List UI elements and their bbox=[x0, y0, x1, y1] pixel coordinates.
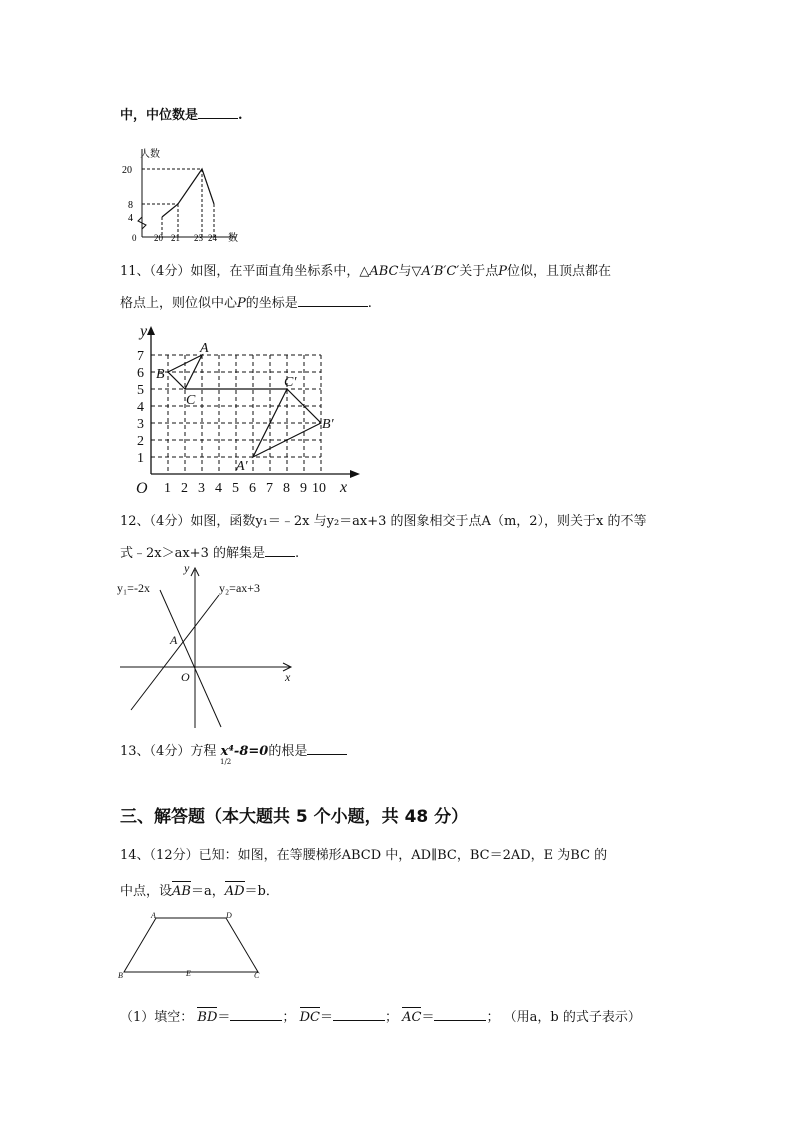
q14-sep-3: ； bbox=[486, 1010, 500, 1025]
q10-tail-end: . bbox=[238, 108, 243, 123]
q11-label-b: B bbox=[156, 367, 165, 382]
q12-end: . bbox=[294, 546, 300, 561]
q11-origin: O bbox=[136, 480, 148, 497]
q14-vec-ab: AB bbox=[172, 884, 191, 899]
q14-vec-ad: AD bbox=[224, 884, 245, 899]
q11-xtick-1: 1 bbox=[164, 481, 171, 496]
q11-number: 11、（4分） bbox=[120, 264, 191, 279]
q14-label-b: B bbox=[118, 971, 123, 980]
q11-line1 bbox=[120, 260, 611, 279]
q14-trapezoid-figure bbox=[118, 910, 268, 980]
q12-x-label: x bbox=[285, 670, 291, 684]
q10-ytick-4: 4 bbox=[128, 213, 133, 224]
q11-ytick-4: 4 bbox=[137, 400, 144, 415]
q14-line1 bbox=[120, 844, 607, 863]
q11-xtick-10: 10 bbox=[312, 481, 326, 496]
q13-answer-blank[interactable] bbox=[307, 742, 347, 755]
q10-xtick-20: 20 bbox=[154, 233, 163, 243]
q12-line-y1 bbox=[160, 590, 221, 727]
q11-xtick-8: 8 bbox=[283, 481, 290, 496]
q12-label-y1: y₁=-2x bbox=[117, 581, 150, 595]
q11-text-6: 的坐标是 bbox=[245, 296, 298, 311]
q14-text-1: 已知：如图，在等腰梯形ABCD 中，AD∥BC，BC＝2AD，E 为BC 的 bbox=[198, 848, 608, 863]
section-3-title: 三、解答题（本大题共 5 个小题，共 48 分） bbox=[120, 807, 469, 827]
q11-tri2: ▽A′B′C′ bbox=[411, 264, 460, 279]
q12-function-graph bbox=[115, 562, 305, 732]
q12-y-label: y bbox=[184, 561, 190, 575]
q10-answer-blank[interactable] bbox=[198, 106, 238, 119]
q14-blank-dc[interactable] bbox=[333, 1008, 385, 1021]
q14-blank-bd[interactable] bbox=[230, 1008, 282, 1021]
q11-ytick-2: 2 bbox=[137, 434, 144, 449]
q14-vec-ac: AC bbox=[402, 1010, 422, 1025]
q10-line-chart bbox=[120, 145, 250, 245]
q11-line2 bbox=[120, 292, 372, 311]
q14-vec-bd: BD bbox=[197, 1010, 218, 1025]
q14-trapezoid bbox=[124, 918, 258, 972]
q10-xtick-24: 24 bbox=[208, 233, 217, 243]
q14-part1-label: （1）填空： bbox=[120, 1010, 194, 1025]
q11-text-1: 如图，在平面直角坐标系中， bbox=[190, 264, 360, 279]
q11-label-c2: C′ bbox=[284, 375, 297, 390]
q12-answer-blank[interactable] bbox=[265, 544, 295, 557]
q14-label-e: E bbox=[186, 969, 191, 978]
q14-hint: （用a，b 的式子表示） bbox=[503, 1010, 641, 1025]
q14-eq-a: ＝a， bbox=[190, 884, 225, 899]
q11-x-label: x bbox=[340, 479, 348, 496]
q11-text-5: 格点上，则位似中心 bbox=[120, 296, 238, 311]
q11-coordinate-grid bbox=[128, 322, 368, 497]
q11-tri1: △ABC bbox=[359, 264, 399, 279]
q11-p2: P bbox=[237, 296, 246, 311]
q10-data-line bbox=[162, 169, 214, 217]
q12-number: 12、（4分） bbox=[120, 514, 191, 529]
q11-text-2: 与 bbox=[398, 264, 412, 279]
q11-ytick-5: 5 bbox=[137, 383, 144, 398]
q11-label-c: C bbox=[186, 393, 196, 408]
q10-y-label: 人数 bbox=[140, 149, 160, 160]
q14-label-a: A bbox=[151, 911, 156, 920]
q11-xtick-9: 9 bbox=[300, 481, 307, 496]
q11-answer-blank[interactable] bbox=[298, 294, 368, 307]
q14-eq-3: ＝ bbox=[421, 1010, 435, 1025]
q14-eq-b: ＝b． bbox=[244, 884, 279, 899]
q12-origin: O bbox=[181, 670, 190, 684]
q11-xtick-3: 3 bbox=[198, 481, 205, 496]
q10-x-label: 数 bbox=[228, 233, 238, 244]
q11-text-3: 关于点 bbox=[459, 264, 499, 279]
q11-text-4: 位似，且顶点都在 bbox=[507, 264, 612, 279]
q10-origin: 0 bbox=[132, 233, 137, 243]
q14-part1-line bbox=[120, 1006, 641, 1025]
q13-equation: x⁴-8=0 bbox=[220, 744, 269, 759]
q11-xtick-7: 7 bbox=[266, 481, 273, 496]
q13-text: 方程 bbox=[190, 744, 217, 759]
q12-text-2: 式﹣2x＞ax+3 的解集是 bbox=[120, 546, 265, 561]
q14-blank-ac[interactable] bbox=[434, 1008, 486, 1021]
q11-xtick-6: 6 bbox=[249, 481, 256, 496]
q10-xtick-21: 21 bbox=[171, 233, 180, 243]
q14-sep-1: ； bbox=[282, 1010, 296, 1025]
q10-ytick-8: 8 bbox=[128, 200, 133, 211]
q10-ytick-20: 20 bbox=[122, 165, 132, 176]
q11-p: P bbox=[498, 264, 508, 279]
q12-label-a: A bbox=[170, 633, 178, 647]
q11-ytick-1: 1 bbox=[137, 451, 144, 466]
q11-xtick-4: 4 bbox=[215, 481, 222, 496]
q11-ytick-3: 3 bbox=[137, 417, 144, 432]
q12-line1 bbox=[120, 510, 647, 529]
q12-line2 bbox=[120, 542, 299, 561]
q13-text-end: 的根是 bbox=[268, 744, 308, 759]
q10-tail-line bbox=[120, 104, 243, 123]
q14-label-c: C bbox=[254, 971, 260, 980]
q14-eq-2: ＝ bbox=[319, 1010, 333, 1025]
q11-label-a: A bbox=[200, 341, 209, 356]
q10-xtick-23: 23 bbox=[194, 233, 203, 243]
q11-ytick-6: 6 bbox=[137, 366, 144, 381]
q14-label-d: D bbox=[226, 911, 232, 920]
q12-text-1: 如图，函数y₁＝﹣2x 与y₂＝ax+3 的图象相交于点A（m，2），则关于x 的不等 bbox=[190, 514, 647, 529]
q11-label-b2: B′ bbox=[322, 417, 334, 432]
q13-fraction: 1/2 bbox=[220, 758, 232, 766]
q14-line2 bbox=[120, 880, 279, 899]
q11-y-label: y bbox=[140, 323, 148, 340]
q14-vec-dc: DC bbox=[299, 1010, 320, 1025]
q13-line bbox=[120, 740, 347, 759]
q12-label-y2: y₂=ax+3 bbox=[219, 581, 261, 595]
q10-tail-text: 中，中位数是 bbox=[120, 108, 199, 123]
q14-eq-1: ＝ bbox=[217, 1010, 231, 1025]
q11-label-a2: A′ bbox=[236, 459, 248, 474]
q14-sep-2: ； bbox=[384, 1010, 398, 1025]
q11-xtick-2: 2 bbox=[181, 481, 188, 496]
q11-ytick-7: 7 bbox=[137, 349, 144, 364]
q11-xtick-5: 5 bbox=[232, 481, 239, 496]
q14-number: 14、（12分） bbox=[120, 848, 199, 863]
q14-text-2: 中点，设 bbox=[120, 884, 173, 899]
q11-end: . bbox=[367, 296, 372, 311]
q13-number: 13、（4分） bbox=[120, 744, 191, 759]
